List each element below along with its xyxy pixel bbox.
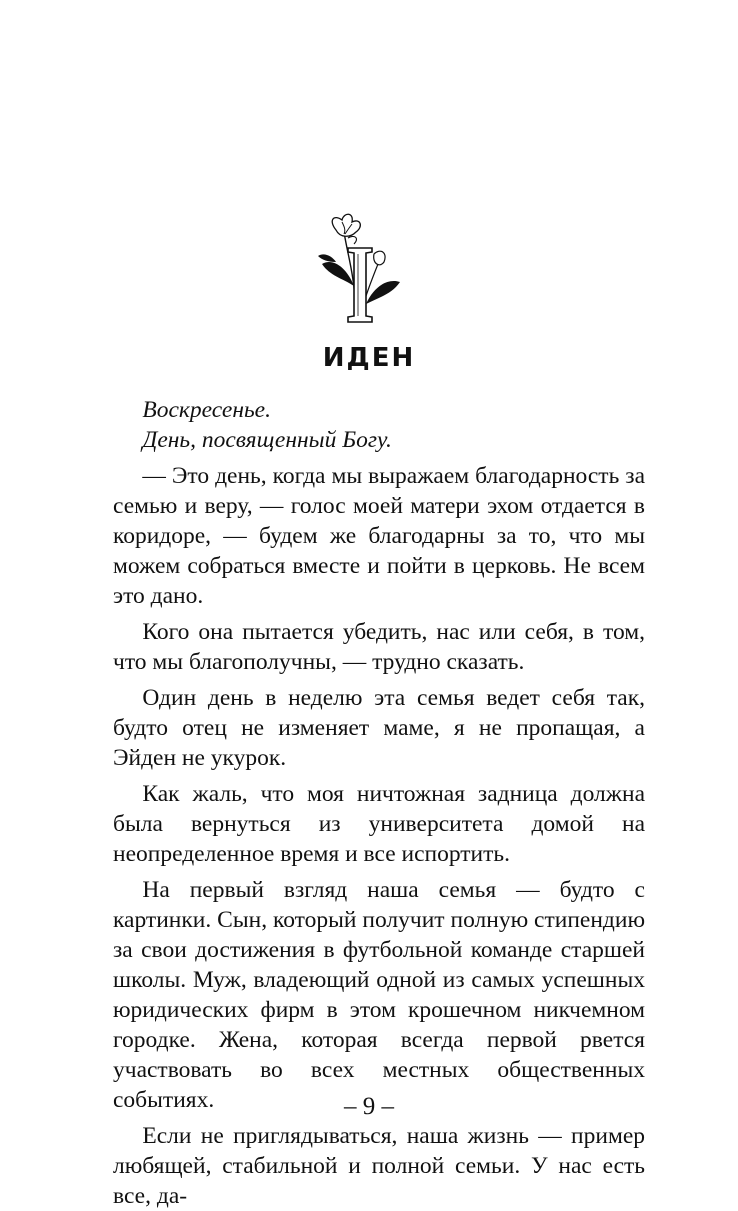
paragraph-3: Один день в неделю эта семья ведет себя так, будто отец не изменяет маме, я не пропащая, а Эйден не укурок. bbox=[113, 685, 645, 771]
paragraph-6: Если не приглядываться, наша жизнь — пример любящей, стабильной и полной семьи. У нас есть все, да- bbox=[113, 1123, 645, 1209]
paragraph-4: Как жаль, что моя ничтожная задница должна была вернуться из университета домой на неопределенное время и все испортить. bbox=[113, 781, 645, 867]
paragraph-1: — Это день, когда мы выражаем благодарность за семью и веру, — голос моей матери эхом отдается в коридоре, — будем же благодарны за то, что мы можем собраться вместе и пойти в церковь. Не всем это дано. bbox=[113, 463, 645, 609]
paragraph-2: Кого она пытается убедить, нас или себя, в том, что мы благополучны, — трудно сказать. bbox=[113, 619, 645, 675]
epigraph-line-2: День, посвященный Богу. bbox=[142, 427, 392, 453]
lily-roman-numeral-one-icon bbox=[314, 212, 404, 327]
chapter-title: ИДЕН bbox=[322, 343, 416, 373]
chapter-body bbox=[113, 395, 645, 1211]
epigraph-line-1: Воскресенье. bbox=[142, 397, 271, 423]
paragraph-5: На первый взгляд наша семья — будто с картинки. Сын, который получит полную стипендию за свои достижения в футбольной команде старшей школы. Муж, владеющий одной из самых успешных юридических фирм в этом крошечном никчемном городке. Жена, которая всегда первой рвется участвовать во всех местных общественных событиях. bbox=[113, 877, 645, 1113]
page-number: – 9 – bbox=[344, 1093, 394, 1120]
